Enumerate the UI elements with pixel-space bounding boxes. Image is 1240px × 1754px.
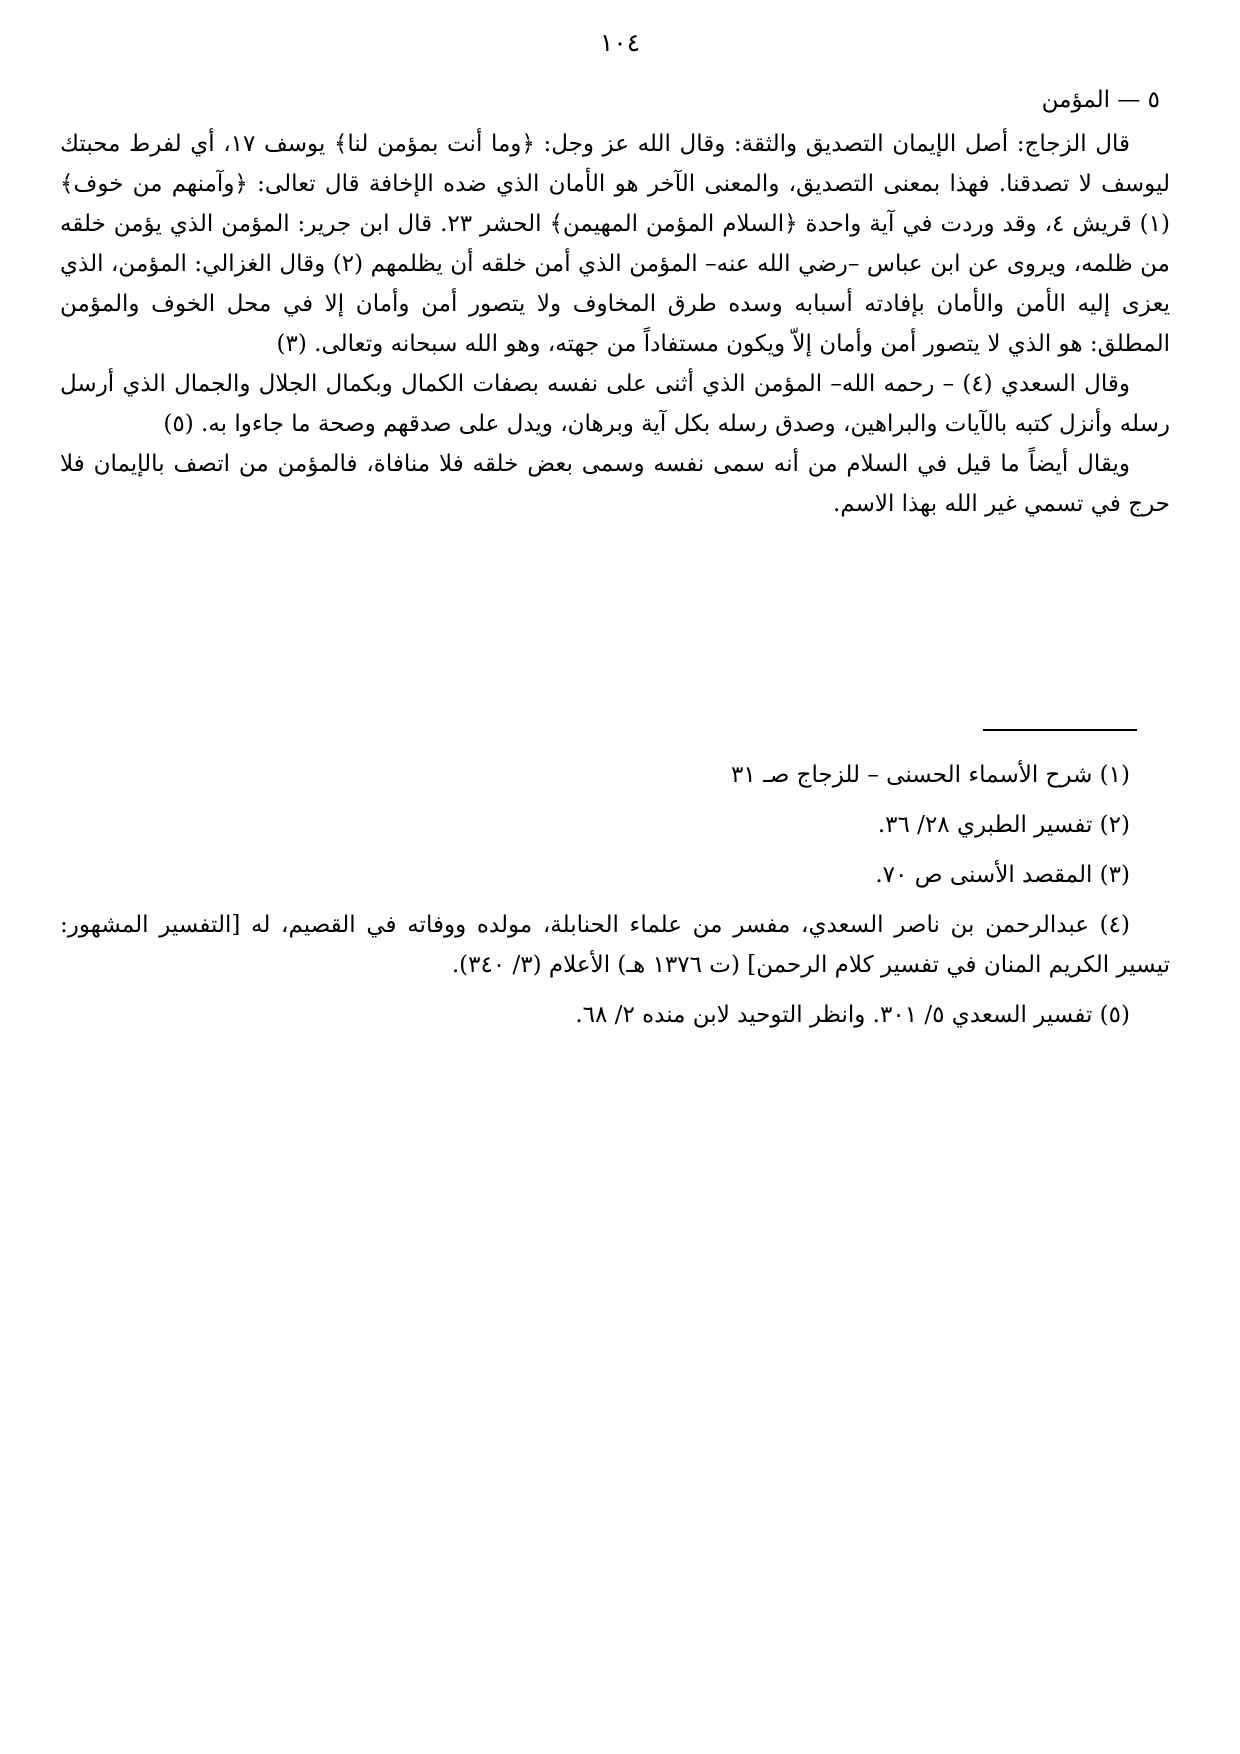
main-content [60, 80, 1170, 524]
footnote: (٥) تفسير السعدي ٥/ ٣٠١. وانظر التوحيد لابن منده ٢/ ٦٨. [575, 1002, 1130, 1028]
footnote: (٣) المقصد الأسنى ص ٧٠. [875, 862, 1130, 888]
paragraph: وقال السعدي (٤) – رحمه الله– المؤمن الذي أثنى على نفسه بصفات الكمال وبكمال الجلال والجمال الذي أرسل رسله وأنزل كتبه بالآيات والبراهين، وصدق رسله بكل آية وبرهان، ويدل على صدقهم وصحة ما جاءوا به. (٥) [60, 371, 1170, 437]
paragraph: قال الزجاج: أصل الإيمان التصديق والثقة: وقال الله عز وجل: ﴿وما أنت بمؤمن لنا﴾ يوسف ١٧، أي لفرط محبتك ليوسف لا تصدقنا. فهذا بمعنى التصديق، والمعنى الآخر هو الأمان الذي ضده الإخافة قال تعالى: ﴿وآمنهم من خوف﴾ (١) قريش ٤، وقد وردت في آية واحدة ﴿السلام المؤمن المهيمن﴾ الحشر ٢٣. قال ابن جرير: المؤمن الذي يؤمن خلقه من ظلمه، ويروى عن ابن عباس –رضي الله عنه– المؤمن الذي أمن خلقه أن يظلمهم (٢) وقال الغزالي: المؤمن، الذي يعزى إليه الأمن والأمان بإفادته أسبابه وسده طرق المخاوف ولا يتصور أمن وأمان إلا في محل الخوف والمؤمن المطلق: هو الذي لا يتصور أمن وأمان إلاّ ويكون مستفاداً من جهته، وهو الله سبحانه وتعالى. (٣) [60, 131, 1171, 357]
footnote-separator [983, 729, 1137, 731]
page-number: ١٠٤ [599, 28, 641, 57]
paragraph: ويقال أيضاً ما قيل في السلام من أنه سمى نفسه وسمى بعض خلقه فلا منافاة، فالمؤمن من اتصف بالإيمان فلا حرج في تسمي غير الله بهذا الاسم. [60, 451, 1170, 517]
footnote: (٤) عبدالرحمن بن ناصر السعدي، مفسر من علماء الحنابلة، مولده ووفاته في القصيم، له [التفسير المشهور: تيسير الكريم المنان في تفسير كلام الرحمن] (ت ١٣٧٦ هـ) الأعلام (٣/ ٣٤٠). [60, 912, 1170, 978]
section-heading: ٥ — المؤمن [1041, 87, 1160, 113]
footnote: (٢) تفسير الطبري ٢٨/ ٣٦. [877, 812, 1130, 838]
footnotes [60, 755, 1170, 1045]
footnote: (١) شرح الأسماء الحسنى – للزجاج صـ ٣١ [731, 762, 1130, 788]
